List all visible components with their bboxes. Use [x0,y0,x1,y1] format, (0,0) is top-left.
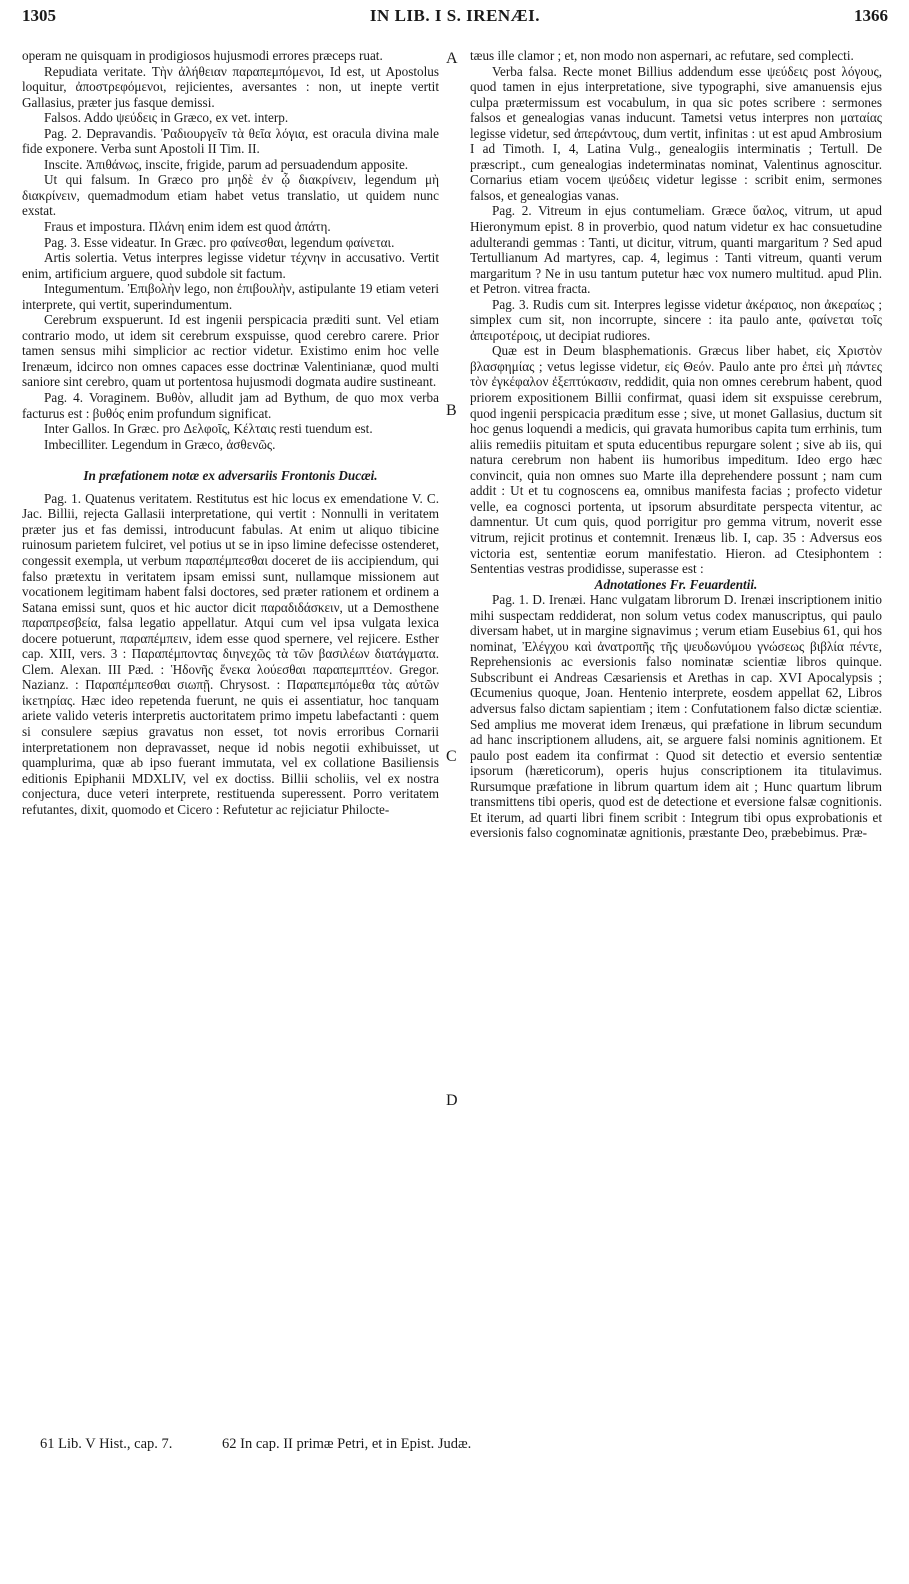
page-number-left: 1305 [22,6,56,25]
footnote: 62 In cap. II primæ Petri, et in Epist. Judæ. [222,1436,472,1452]
paragraph: Pag. 1. Quatenus veritatem. Restitutus est hic locus ex emendatione V. C. Jac. Billii, rejecta Gallasii interpretatione, qui vertit : Nonnulli in veritatem præter jus et fas demissi, introducunt fabulas. At enim ut aliquo tibicine ruinosum parietem fulciret, vel potius ut se in ipso limine defecisse ostenderet, congessit exempla, ut verbum παραπέμπεσθαι doceret de iis accipiendum, qui falso prætextu in veritatem ipsam emissi sunt, nullamque missionem aut vocationem legitimam habent falsi doctores, sed præter rationem et ordinem a Satana emissi sunt, quos et hic auctor dicit παραδιδάσκειν, ut a Demosthene παραπρεσβεία, falsa legatio appellatur. Atqui cum vel ipsa vulgata lexica docere potuerunt, παραπέμπειν, idem esse quod spernere, vel rejicere. Esther cap. XIII, vers. 3 : Παραπέμποντας διηνεχῶς τὰ τῶν βασιλέων διατάγματα. Clem. Alexan. III Pæd. : Ἡδονῆς ἕνεκα λούεσθαι παραπεμπτέον. Gregor. Nazianz. : Παραπέμπεσθαι σιωπῇ. Chrysost. : Παραπεμπόμεθα τὰς αὐτῶν ἱκετηρίας. Hæc ideo repetenda fuerunt, ne quis ei assentiatur, hoc tanquam ariete valido veteris interpretis auctoritatem primo impetu labefactanti : quem si consulere sæpius gravatus non esset, tot novis erroribus Cornarii interpretationem non depravasset, neque id nobis negotii exhibuisset, ut quamplurima, quæ ab ipso fuerant immutata, vel ex collatione Basiliensis editionis Epiphanii MDXLIV, vel ex doctiss. Billii scholiis, vel ex nostra conjectura, duce veteri interprete, restituenda superessent. Porro veritatem refutantes, dixit, quomodo et Cicero : Refutetur ac rejiciatur Philocte- [22,490,439,817]
right-column [470,48,882,1428]
paragraph: Imbecilliter. Legendum in Græco, ἀσθενῶς. [44,436,276,452]
section-heading: Adnotationes Fr. Feuardentii. [594,576,758,592]
footnote: 61 Lib. V Hist., cap. 7. [40,1436,173,1452]
margin-letter: A [446,50,458,67]
paragraph: Pag. 4. Voraginem. Βυθὸν, alludit jam ad Bythum, de quo mox verba facturus est : βυθός enim profundum significat. [22,390,439,421]
running-title: IN LIB. I S. IRENÆI. [369,6,541,25]
paragraph: Pag. 2. Vitreum in ejus contumeliam. Græce ὕαλος, vitrum, ut apud Hieronymum epist. 8 in proverbio, quod natum videtur ex hac consuetudine adulterandi gemmas : Tanti, ut dicitur, vitrum, quanti margaritum ? Sed apud Tertullianum Ad martyres, cap. 4, legimus : Tanti vitreum, quanti verum margaritum ? Ne in usu tantum putetur hæc vox numero multitud. apud Plin. et Petron. vitrea fracta. [470,203,882,297]
paragraph: Cerebrum exspuerunt. Id est ingenii perspicacia præditi sunt. Vel etiam contrario modo, ut idem sit cerebrum exspuisse, quod cerebro carere. Prior tamen sensus mihi simplicior ac rectior videtur. Existimo enim hoc velle Irenæum, idcirco non omnes capaces esse doctrinæ Valentinianæ, quod multi saniore sint cerebro, quam ut portentosa hujusmodi dogmata audire sustineant. [22,312,439,390]
footnotes [40,1436,880,1453]
paragraph: Pag. 1. D. Irenæi. Hanc vulgatam librorum D. Irenæi inscriptionem initio mihi suspectam reddiderat, non solum vetus codex manuscriptus, qui paulo diversam habet, ut in margine signavimus ; verum etiam Eusebius 61, qui hos nominat, Ἐλέγχου καὶ ἀνατροπῆς τῆς ψευδωνύμου γνώσεως βιβλία πέντε, Reprehensionis ac eversionis falso nominatæ scientiæ libros quinque. Subscribunt ei Andreas Cæsariensis et Arethas in cap. XVI Apocalypsis ; Œcumenius quoque, Joan. Hentenio interprete, eosdem appellat 62, Libros adversus falso dictam sapientiam ; item : Confutationem falso dictæ scientiæ. Sed amplius me moverat idem Irenæus, qui præfatione in librum secundum ad hanc inscriptionem alludens, ait, se arguere falsi nominis agnitionem. Et paulo post eadem ita confirmat : Quod sit detectio et eversio sententiæ ipsorum (hæreticorum), operis hujus conscriptionem ita titulavimus. Rursumque præfatione in librum quartum idem ait ; Hunc quartum librum transmittens tibi operis, quod est de detectione et eversione falsæ cognitionis. Et iterum, ad quarti libri finem scribit : Integrum tibi opus exprobationis et eversionis falso cognominatæ agnitionis, præstante Deo, præbebimus. Præ- [470,592,882,841]
section-heading: In præfationem notæ ex adversariis Frontonis Ducæi. [83,468,378,484]
paragraph: Inscite. Ἀπιθάνως, inscite, frigide, parum ad persuadendum apposite. [44,156,409,172]
margin-letter: B [446,402,457,419]
paragraph: Artis solertia. Vetus interpres legisse videtur τέχνην in accusativo. Vertit enim, artificium arguere, quod subdole sit factum. [22,250,439,281]
paragraph: operam ne quisquam in prodigiosos hujusmodi errores præceps ruat. [22,48,383,63]
page-number-right: 1366 [854,6,888,25]
paragraph: Pag. 3. Esse videatur. In Græc. pro φαίνεσθαι, legendum φαίνεται. [44,234,395,250]
paragraph: Pag. 3. Rudis cum sit. Interpres legisse videtur ἀκέραιος, non ἀκεραίως ; simplex cum sit, non incorrupte, sincere : ita paulo ante, φαίνεται τοῖς ἀπειροτέροις, ut decipiat rudiores. [470,296,882,343]
left-column [22,48,439,1428]
paragraph: Pag. 2. Depravandis. Ῥαδιουργεῖν τὰ θεῖα λόγια, est oracula divina male fide exponere. Verba sunt Apostoli II Tim. II. [22,125,439,157]
margin-letter: D [446,1092,458,1109]
paragraph: Ut qui falsum. In Græco pro μηδὲ ἐν ᾧ διακρίνειν, legendum μὴ διακρίνειν, quemadmodum etiam habet vetus translatio, ut quidem nunc exstat. [22,172,439,219]
paragraph: Quæ est in Deum blasphemationis. Græcus liber habet, εἰς Χριστὸν βλασφημίας ; vetus legisse videtur, εἰς Θεόν. Paulo ante pro ἐπεὶ μὴ πάντες τὸν ἐγκέφαλον ἐξεπτύκασιν, reddidit, quia non omnes cerebrum habent, quod priorem expositionem Billii confirmat, quasi idem sit exspuisse cerebrum, quod ingenii perspicacia præditum esse ; sive, ut monet Gallasius, ductum sit hoc genus loquendi a medicis, qui gravata humoribus capita tum errhinis, tum aliis remediis pituitam et sputa educentibus repurgare solent ; sive ab iis, qui natura cerebrum non habent iis humoribus impeditum. Ideo ergo hæc convincit, quia non omnes suo Marte illa deprehendere possunt ; nam cum addit : Ut et tu cognoscens ea, omnibus manifesta facias ; profecto videtur velle, ea cognosci portenta, ut ipsorum absurditate perspecta vitentur, ac damnentur. Ut cum quis, quod porrigitur pro gemma vitrum, noverit esse vitrum, rejicit protinus et contemnit. Irenæus lib. I, cap. 35 : Adversus eos victoria est, sententiæ eorum manifestatio. Hieron. ad Ctesiphontem : Sententias vestras prodidisse, superasse est : [470,343,882,577]
paragraph: Inter Gallos. In Græc. pro Δελφοῖς, Κέλταις resti tuendum est. [44,421,373,437]
paragraph: Fraus et impostura. Πλάνη enim idem est quod ἀπάτη. [44,219,331,235]
paragraph: Falsos. Addo ψεύδεις in Græco, ex vet. interp. [44,110,289,126]
page-header [22,6,888,30]
paragraph: tæus ille clamor ; et, non modo non aspernari, ac refutare, sed complecti. [470,48,854,63]
paragraph: Verba falsa. Recte monet Billius addendum esse ψεύδεις post λόγους, quod tamen in ejus interpretatione, sive typographi, sive amanuensis ejus culpa prætermissum est vocabulum, in qua sic potes scribere : sermones falsos et genealogias vanas inducunt. Tametsi vetus interpres non ματαίας legisse videtur, sed ἀπεράντους, dum vertit, infinitas : ut est apud Ambrosium I ad Timoth. I, 4, Latina Vulg., genealogiis interminatis ; Tertull. De præscript., cum genealogias indeterminatas nominat, Valentinus agnoscitur. Cornarius etiam vocem ψεύδεις videtur legisse : scribit enim, sermones falsos, et genealogias vanas. [470,63,882,203]
margin-letter: C [446,748,457,765]
paragraph: Repudiata veritate. Τὴν ἀλήθειαν παραπεμπόμενοι, Id est, ut Apostolus loquitur, ἀποστρεφόμενοι, rejicientes, aversantes : non, ut inepte vertit Gallasius, præter jus fasque demissi. [22,63,439,110]
paragraph: Integumentum. Ἐπιβολὴν lego, non ἐπιβουλὴν, astipulante 19 etiam veteri interprete, qui vertit, superindumentum. [22,281,439,312]
